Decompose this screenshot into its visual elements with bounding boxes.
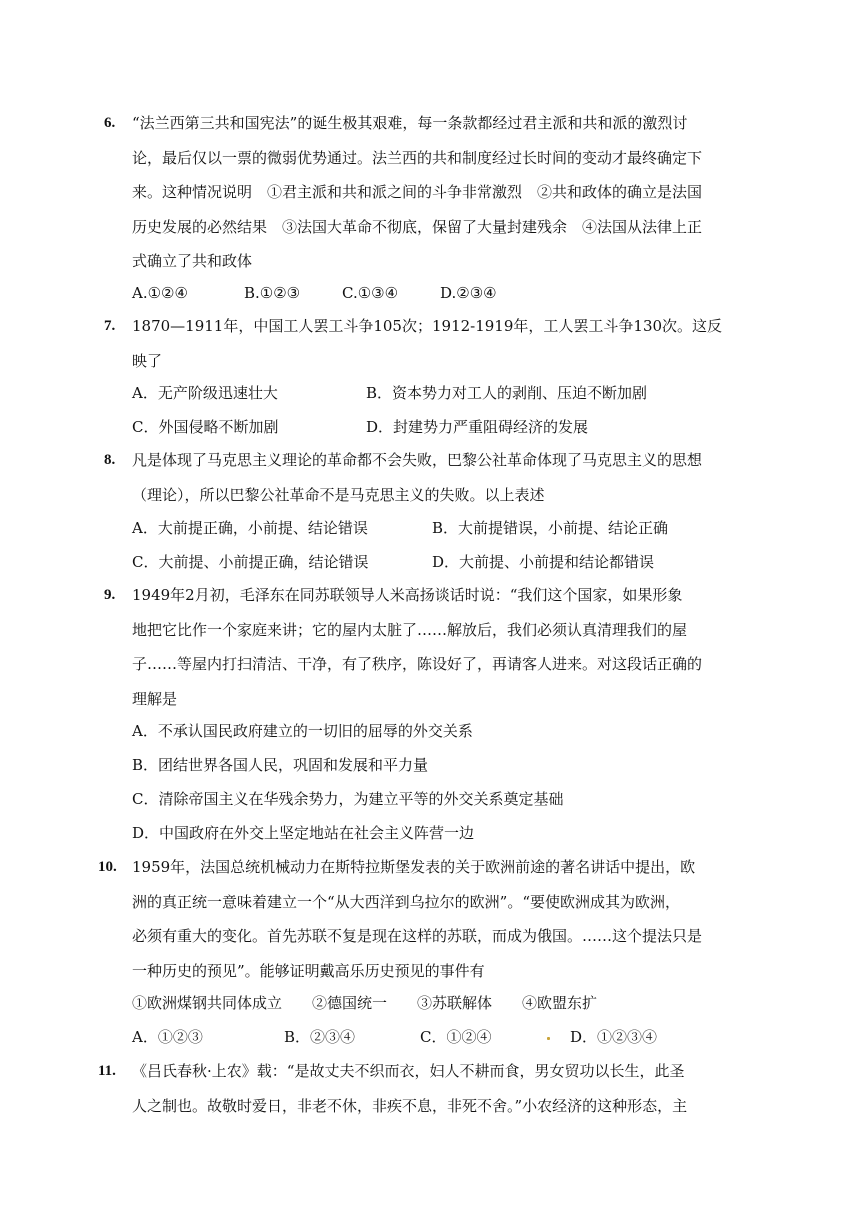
question-number: 8.: [104, 452, 116, 468]
question-8: [104, 443, 736, 512]
option-d[interactable]: D．中国政府在外交上坚定地站在社会主义阵营一边: [132, 824, 475, 842]
option-b[interactable]: B．团结世界各国人民，巩固和发展和平力量: [132, 756, 429, 774]
question-line: 一种历史的预见”。能够证明戴高乐历史预见的事件有: [132, 961, 485, 980]
option-c[interactable]: C．大前提、小前提正确，结论错误: [132, 553, 369, 571]
question-line: “法兰西第三共和国宪法”的诞生极其艰难，每一条款都经过君主派和共和派的激烈讨: [132, 114, 688, 132]
question-line: 论，最后仅以一票的微弱优势通过。法兰西的共和制度经过长时间的变动才最终确定下: [132, 148, 703, 167]
question-line: 理解是: [132, 689, 178, 708]
option-d[interactable]: D．①②③④: [570, 1028, 658, 1046]
question-line: 必须有重大的变化。首先苏联不复是现在这样的苏联，而成为俄国。……这个提法只是: [132, 927, 703, 945]
option-a[interactable]: A.①②④: [132, 284, 188, 302]
option-a[interactable]: A．大前提正确，小前提、结论错误: [132, 519, 368, 537]
question-number: 9.: [104, 587, 116, 603]
question-line: 来。这种情况说明 ①君主派和共和派之间的斗争非常激烈 ②共和政体的确立是法国: [132, 183, 703, 201]
statement-items: ①欧洲煤钢共同体成立 ②德国统一 ③苏联解体 ④欧盟东扩: [132, 994, 598, 1012]
question-number: 10.: [98, 859, 117, 875]
question-line: （理论），所以巴黎公社革命不是马克思主义的失败。以上表述: [132, 485, 545, 504]
option-b[interactable]: B．②③④: [284, 1028, 356, 1046]
option-a[interactable]: A．无产阶级迅速壮大: [132, 384, 278, 402]
option-d[interactable]: D．大前提、小前提和结论都错误: [432, 553, 655, 571]
option-a[interactable]: A．①②③: [132, 1028, 203, 1046]
option-c[interactable]: C.①③④: [342, 284, 399, 302]
question-line: 子……等屋内打扫清洁、干净，有了秩序，陈设好了，再请客人进来。对这段话正确的: [132, 655, 703, 673]
question-line: 人之制也。故敬时爱日，非老不休，非疾不息，非死不舍。”小农经济的这种形态，主: [132, 1096, 688, 1115]
question-line: 式确立了共和政体: [132, 252, 253, 270]
option-d[interactable]: D．封建势力严重阻碍经济的发展: [366, 418, 589, 436]
question-9: [104, 578, 736, 716]
question-number: 11.: [98, 1063, 116, 1079]
question-line: 凡是体现了马克思主义理论的革命都不会失败，巴黎公社革命体现了马克思主义的思想: [132, 451, 703, 469]
question-number: 7.: [104, 318, 116, 334]
option-c[interactable]: C．外国侵略不断加剧: [132, 418, 279, 436]
stray-mark: [547, 1037, 550, 1040]
question-11: [98, 1054, 736, 1123]
question-line: 1959年，法国总统机械动力在斯特拉斯堡发表的关于欧洲前途的著名讲话中提出，欧: [132, 858, 696, 876]
option-c[interactable]: C．清除帝国主义在华残余势力，为建立平等的外交关系奠定基础: [132, 790, 564, 808]
option-b[interactable]: B．资本势力对工人的剥削、压迫不断加剧: [366, 384, 648, 402]
question-line: 历史发展的必然结果 ③法国大革命不彻底，保留了大量封建残余 ④法国从法律上正: [132, 217, 703, 236]
question-number: 6.: [104, 115, 116, 131]
option-b[interactable]: B．大前提错误，小前提、结论正确: [432, 519, 669, 537]
option-c[interactable]: C．①②④: [420, 1028, 492, 1046]
question-line: 地把它比作一个家庭来讲；它的屋内太脏了……解放后，我们必须认真清理我们的屋: [132, 620, 688, 639]
question-line: 洲的真正统一意味着建立一个“从大西洋到乌拉尔的欧洲”。“要使欧洲成其为欧洲，: [132, 892, 681, 911]
option-b[interactable]: B.①②③: [244, 284, 301, 302]
question-6: [104, 106, 736, 279]
question-line: 1949年2月初，毛泽东在同苏联领导人米高扬谈话时说：“我们这个国家，如果形象: [132, 586, 683, 604]
question-7: [104, 309, 736, 378]
question-line: 映了: [132, 351, 163, 370]
question-line: 1870—1911年，中国工人罢工斗争105次；1912-1919年，工人罢工斗争130次。这反: [132, 317, 723, 335]
option-d[interactable]: D.②③④: [440, 284, 497, 302]
question-10: [98, 850, 736, 988]
option-a[interactable]: A．不承认国民政府建立的一切旧的屈辱的外交关系: [132, 722, 473, 740]
question-line: 《吕氏春秋·上农》载：“是故丈夫不织而衣，妇人不耕而食，男女贸功以长生，此圣: [132, 1062, 685, 1080]
